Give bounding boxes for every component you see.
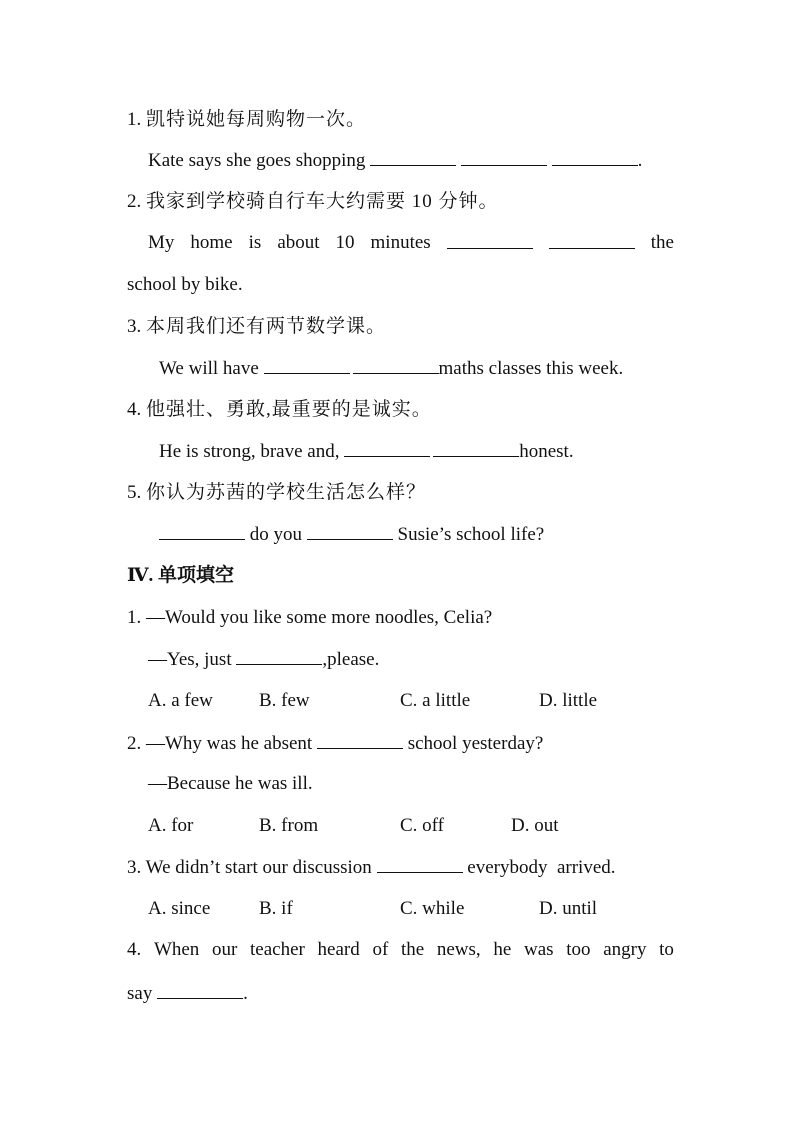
mc-q2-option-d[interactable]: D. out (511, 815, 559, 836)
q5-english (159, 522, 544, 547)
q5-blank-2[interactable] (307, 522, 393, 540)
mc-q4-stem (127, 938, 674, 962)
mc-q4-word: heard (317, 939, 360, 960)
mc-q1-blank[interactable] (236, 647, 322, 665)
mc-q3-stem-prefix: 3. We didn’t start our discussion (127, 857, 372, 878)
mc-q4-word: to (659, 939, 674, 960)
q1-chinese-text: 凯特说她每周购物一次。 (146, 109, 367, 130)
mc-q3-option-c[interactable]: C. while (400, 898, 465, 919)
mc-q2-stem-suffix: school yesterday? (407, 733, 544, 754)
q4-blank-2[interactable] (433, 439, 519, 457)
q2-word: My (148, 232, 175, 253)
q2-word: about (277, 232, 320, 253)
q3-blank-1[interactable] (264, 356, 350, 374)
q3-english-prefix: We will have (159, 358, 259, 379)
mc-q2-blank[interactable] (317, 731, 403, 749)
q4-chinese (127, 398, 432, 422)
mc-q4-word: news, (436, 939, 481, 960)
mc-q1-answer-prefix: —Yes, just (148, 649, 232, 670)
mc-q4-line2-suffix: . (243, 983, 248, 1004)
mc-q4-word: was (523, 939, 554, 960)
mc-q3-option-b[interactable]: B. if (259, 898, 293, 919)
q5-english-middle: do you (249, 524, 302, 545)
q2-number: 2. (127, 191, 142, 212)
section-heading: Ⅳ. 单项填空 (127, 565, 235, 586)
q2-word: is (248, 232, 262, 253)
q2-word: minutes (370, 232, 431, 253)
q3-english (159, 356, 623, 381)
mc-q4-word: When (153, 939, 200, 960)
q1-blank-2[interactable] (461, 148, 547, 166)
q2-blank-1[interactable] (447, 231, 533, 249)
mc-q1-option-a[interactable]: A. a few (148, 690, 213, 711)
q2-word: the (650, 232, 674, 253)
mc-q2-option-b[interactable]: B. from (259, 815, 319, 836)
mc-q1-option-c[interactable]: C. a little (400, 690, 471, 711)
q4-number: 4. (127, 399, 142, 420)
q3-blank-2[interactable] (353, 356, 439, 374)
q5-english-suffix: Susie’s school life? (397, 524, 545, 545)
mc-q2-option-a[interactable]: A. for (148, 815, 194, 836)
q5-number: 5. (127, 482, 142, 503)
mc-q1-option-b[interactable]: B. few (259, 690, 310, 711)
q3-number: 3. (127, 316, 142, 337)
mc-q3-blank[interactable] (377, 855, 463, 873)
q2-chinese-text: 我家到学校骑自行车大约需要 10 分钟。 (146, 191, 499, 212)
q4-chinese-text: 他强壮、勇敢,最重要的是诚实。 (146, 399, 432, 420)
mc-q1-answer-suffix: ,please. (322, 649, 380, 670)
mc-q1-option-d[interactable]: D. little (539, 690, 598, 711)
q2-english-line2: school by bike. (127, 274, 243, 295)
mc-q2-answer: —Because he was ill. (148, 773, 313, 794)
mc-q4-word: 4. (127, 939, 142, 960)
q1-english (148, 148, 642, 173)
q2-word: home (190, 232, 233, 253)
mc-q4-word: our (212, 939, 238, 960)
mc-q1-answer (148, 647, 379, 672)
mc-q4-word: too (566, 939, 591, 960)
q2-blank-2[interactable] (549, 231, 635, 249)
q1-blank-1[interactable] (370, 148, 456, 166)
mc-q4-line2-prefix: say (127, 983, 153, 1004)
q4-english (159, 439, 574, 464)
q1-english-prefix: Kate says she goes shopping (148, 150, 366, 171)
q2-english (148, 231, 674, 255)
mc-q1-stem: 1. —Would you like some more noodles, Celia? (127, 607, 493, 628)
mc-q3-option-d[interactable]: D. until (539, 898, 598, 919)
q2-word: 10 (335, 232, 355, 253)
q4-english-suffix: honest. (519, 441, 574, 462)
q4-blank-1[interactable] (344, 439, 430, 457)
q5-blank-1[interactable] (159, 522, 245, 540)
q3-english-suffix: maths classes this week. (438, 358, 624, 379)
mc-q4-word: angry (603, 939, 647, 960)
mc-q3-stem (127, 855, 616, 880)
mc-q2-stem (127, 731, 543, 756)
mc-q4-word: the (400, 939, 425, 960)
mc-q2-option-c[interactable]: C. off (400, 815, 444, 836)
q3-chinese-text: 本周我们还有两节数学课。 (146, 316, 387, 337)
mc-q3-option-a[interactable]: A. since (148, 898, 211, 919)
mc-q4-word: teacher (250, 939, 305, 960)
mc-q3-stem-suffix: everybody arrived. (467, 857, 616, 878)
mc-q4-line2 (127, 981, 248, 1006)
mc-q4-word: of (372, 939, 389, 960)
q1-blank-3[interactable] (552, 148, 638, 166)
q2-chinese (127, 190, 499, 214)
q5-chinese (127, 481, 426, 505)
q5-chinese-text: 你认为苏茜的学校生活怎么样？ (146, 482, 427, 503)
mc-q2-stem-prefix: 2. —Why was he absent (127, 733, 313, 754)
mc-q4-blank[interactable] (157, 981, 243, 999)
q4-english-prefix: He is strong, brave and, (159, 441, 340, 462)
q3-chinese (127, 315, 386, 339)
q1-chinese (127, 108, 366, 132)
q1-english-suffix: . (637, 150, 643, 171)
mc-q4-word: he (493, 939, 512, 960)
q1-number: 1. (127, 109, 142, 130)
